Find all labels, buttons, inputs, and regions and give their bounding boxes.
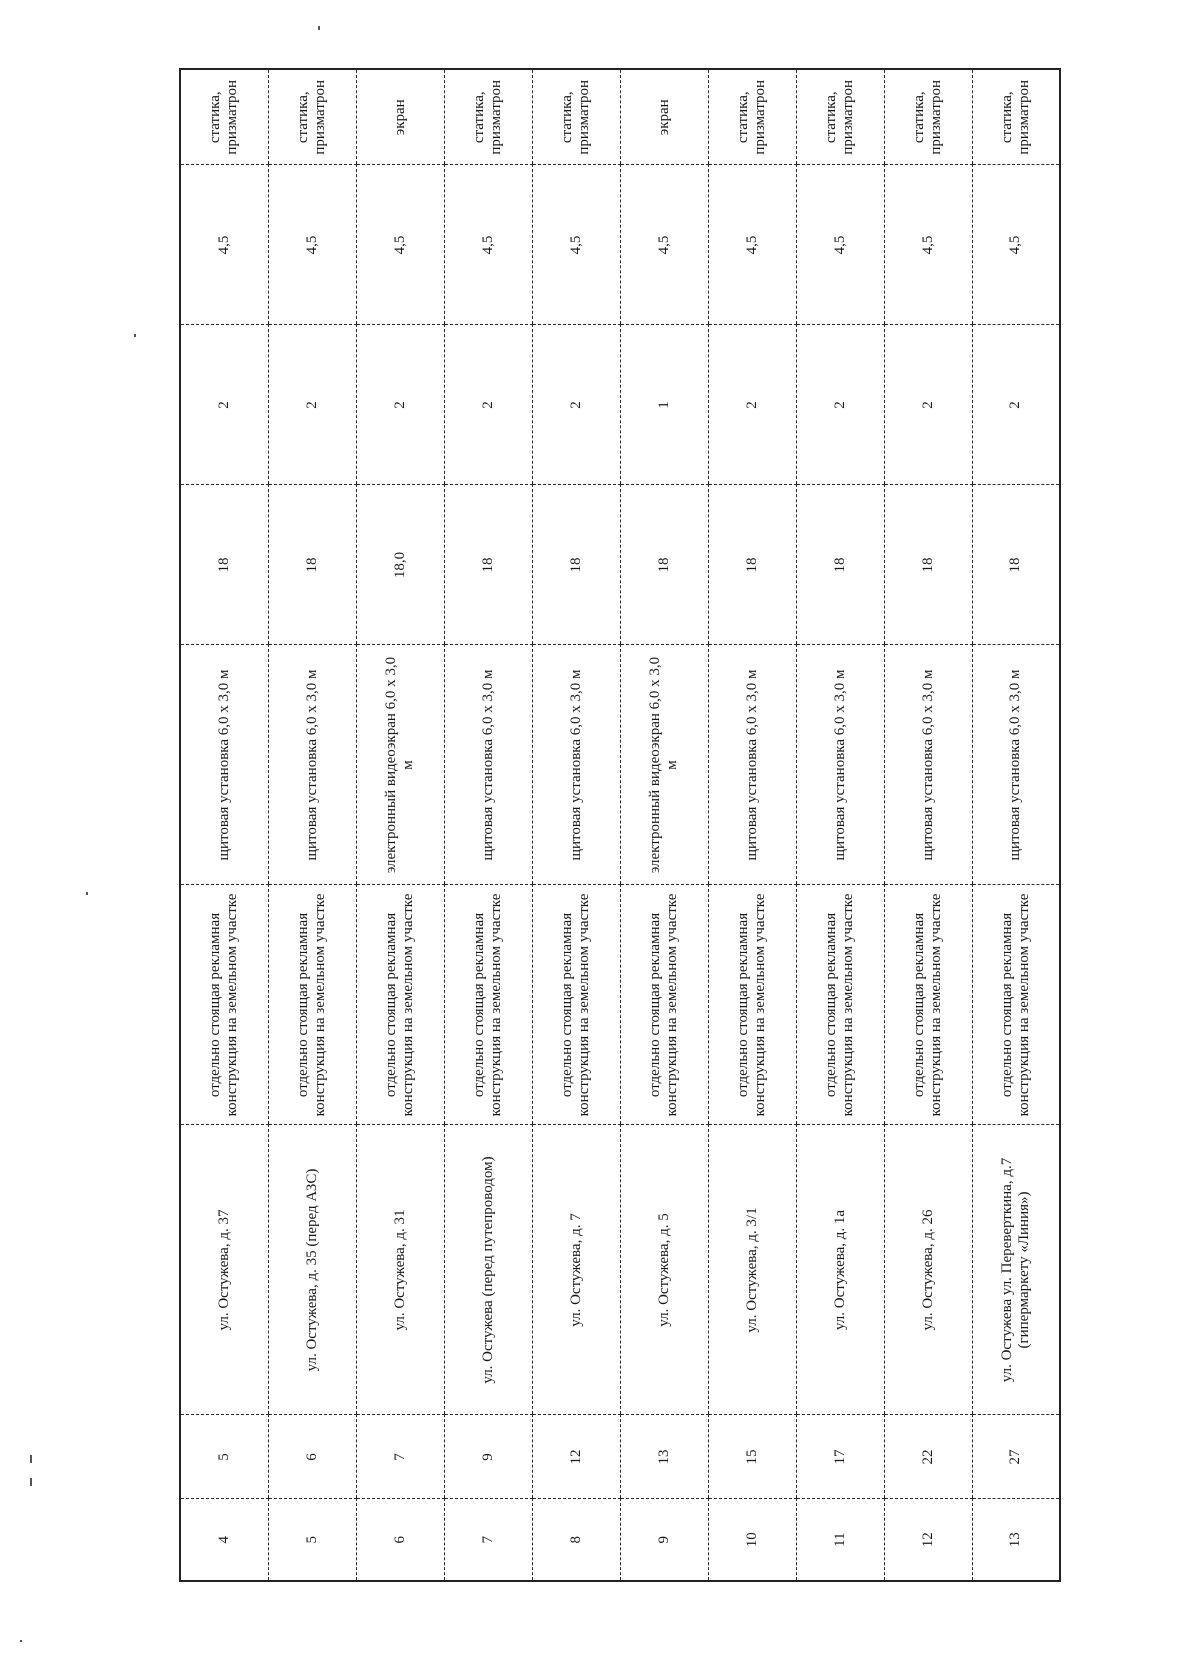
height-cell: 4,5 [180,165,268,325]
structure-type-cell: щитовая установка 6,0 х 3,0 м [708,645,796,885]
sides-count-cell: 2 [444,325,532,485]
display-technology-cell: статика, призматрон [180,69,268,165]
row-number-cell: 8 [532,1499,620,1581]
scan-speck [20,1640,22,1642]
structure-kind-cell: отдельно стоящая рекламная конструкция на земельном участке [444,885,532,1125]
row-number-cell: 12 [884,1499,972,1581]
sides-count-cell: 2 [356,325,444,485]
sides-count-cell: 1 [620,325,708,485]
row-number-cell: 9 [620,1499,708,1581]
height-cell: 4,5 [884,165,972,325]
height-cell: 4,5 [620,165,708,325]
structure-number-cell: 12 [532,1415,620,1499]
row-number-cell: 11 [796,1499,884,1581]
area-cell: 18 [444,485,532,645]
structure-type-cell: щитовая установка 6,0 х 3,0 м [444,645,532,885]
row-number-cell: 6 [356,1499,444,1581]
row-number-cell: 5 [268,1499,356,1581]
structure-type-cell: щитовая установка 6,0 х 3,0 м [180,645,268,885]
sides-count-cell: 2 [708,325,796,485]
table-row [708,69,796,1581]
area-cell: 18 [532,485,620,645]
row-number-cell: 4 [180,1499,268,1581]
address-cell: ул. Остужева, д. 1а [796,1125,884,1415]
table-row [444,69,532,1581]
structure-number-cell: 22 [884,1415,972,1499]
height-cell: 4,5 [796,165,884,325]
area-cell: 18,0 [356,485,444,645]
structure-type-cell: щитовая установка 6,0 х 3,0 м [884,645,972,885]
area-cell: 18 [708,485,796,645]
sides-count-cell: 2 [180,325,268,485]
display-technology-cell: статика, призматрон [268,69,356,165]
row-number-cell: 7 [444,1499,532,1581]
structure-number-cell: 27 [972,1415,1060,1499]
display-technology-cell: статика, призматрон [532,69,620,165]
structure-type-cell: щитовая установка 6,0 х 3,0 м [532,645,620,885]
table-body [180,69,1060,1581]
table-row [532,69,620,1581]
table-row [268,69,356,1581]
sides-count-cell: 2 [796,325,884,485]
address-cell: ул. Остужева, д. 37 [180,1125,268,1415]
structure-kind-cell: отдельно стоящая рекламная конструкция на земельном участке [620,885,708,1125]
height-cell: 4,5 [532,165,620,325]
display-technology-cell: статика, призматрон [972,69,1060,165]
structure-type-cell: электронный видеоэкран 6,0 х 3,0 м [356,645,444,885]
address-cell: ул. Остужева, д. 5 [620,1125,708,1415]
table-row [356,69,444,1581]
display-technology-cell: экран [356,69,444,165]
row-number-cell: 13 [972,1499,1060,1581]
area-cell: 18 [620,485,708,645]
address-cell: ул. Остужева (перед путепроводом) [444,1125,532,1415]
scan-speck [318,26,320,30]
structure-type-cell: щитовая установка 6,0 х 3,0 м [796,645,884,885]
structure-number-cell: 13 [620,1415,708,1499]
area-cell: 18 [268,485,356,645]
area-cell: 18 [796,485,884,645]
structure-kind-cell: отдельно стоящая рекламная конструкция на земельном участке [356,885,444,1125]
rotated-table-wrapper [179,70,1059,1582]
sides-count-cell: 2 [268,325,356,485]
area-cell: 18 [180,485,268,645]
sides-count-cell: 2 [532,325,620,485]
sides-count-cell: 2 [884,325,972,485]
structure-type-cell: щитовая установка 6,0 х 3,0 м [268,645,356,885]
sides-count-cell: 2 [972,325,1060,485]
table-row [884,69,972,1581]
height-cell: 4,5 [356,165,444,325]
ad-structures-table [179,68,1061,1582]
area-cell: 18 [884,485,972,645]
address-cell: ул. Остужева, д. 31 [356,1125,444,1415]
structure-number-cell: 15 [708,1415,796,1499]
structure-number-cell: 7 [356,1415,444,1499]
address-cell: ул. Остужева, д. 35 (перед АЗС) [268,1125,356,1415]
structure-kind-cell: отдельно стоящая рекламная конструкция на земельном участке [268,885,356,1125]
table-row [972,69,1060,1581]
display-technology-cell: статика, призматрон [444,69,532,165]
structure-type-cell: электронный видеоэкран 6,0 х 3,0 м [620,645,708,885]
scan-speck [86,892,88,895]
address-cell: ул. Остужева ул. Переверткина, д.7 (гипермаркету «Линия») [972,1125,1060,1415]
address-cell: ул. Остужева, д. 3/1 [708,1125,796,1415]
address-cell: ул. Остужева, д. 7 [532,1125,620,1415]
structure-kind-cell: отдельно стоящая рекламная конструкция на земельном участке [884,885,972,1125]
height-cell: 4,5 [444,165,532,325]
height-cell: 4,5 [268,165,356,325]
display-technology-cell: статика, призматрон [796,69,884,165]
scan-speck [134,334,136,337]
structure-kind-cell: отдельно стоящая рекламная конструкция на земельном участке [180,885,268,1125]
height-cell: 4,5 [708,165,796,325]
address-cell: ул. Остужева, д. 26 [884,1125,972,1415]
structure-number-cell: 17 [796,1415,884,1499]
table-row [796,69,884,1581]
table-row [180,69,268,1581]
table-row [620,69,708,1581]
structure-number-cell: 6 [268,1415,356,1499]
display-technology-cell: экран [620,69,708,165]
scan-speck [30,1478,32,1486]
structure-kind-cell: отдельно стоящая рекламная конструкция на земельном участке [796,885,884,1125]
height-cell: 4,5 [972,165,1060,325]
scan-speck [30,1455,32,1463]
structure-kind-cell: отдельно стоящая рекламная конструкция на земельном участке [708,885,796,1125]
row-number-cell: 10 [708,1499,796,1581]
structure-number-cell: 9 [444,1415,532,1499]
structure-number-cell: 5 [180,1415,268,1499]
display-technology-cell: статика, призматрон [708,69,796,165]
display-technology-cell: статика, призматрон [884,69,972,165]
structure-kind-cell: отдельно стоящая рекламная конструкция на земельном участке [532,885,620,1125]
area-cell: 18 [972,485,1060,645]
structure-type-cell: щитовая установка 6,0 х 3,0 м [972,645,1060,885]
structure-kind-cell: отдельно стоящая рекламная конструкция на земельном участке [972,885,1060,1125]
